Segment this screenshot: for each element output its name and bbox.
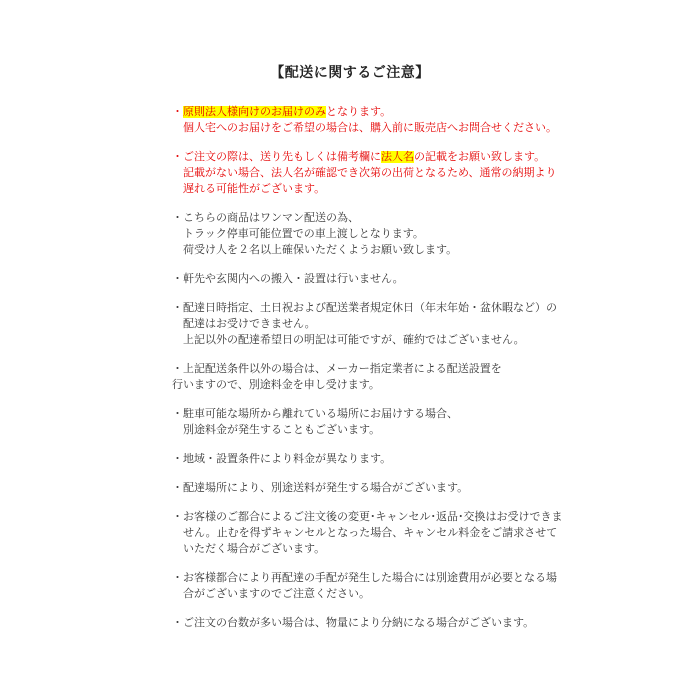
note-line-cont <box>172 316 572 332</box>
note-item <box>172 300 572 348</box>
bullet-marker: ・ <box>172 572 183 584</box>
note-item <box>172 509 572 557</box>
note-line-cont <box>172 120 572 136</box>
note-item <box>172 149 572 197</box>
note-item <box>172 361 572 393</box>
note-text: 記載がない場合、法人名が確認でき次第の出荷となるため、通常の納期より <box>183 167 557 179</box>
note-line-first <box>172 615 572 631</box>
bullet-marker: ・ <box>172 151 183 163</box>
note-text: の記載をお願い致します。 <box>414 151 546 163</box>
note-line-cont <box>172 586 572 602</box>
note-text: 配達日時指定、土日祝および配送業者規定休日（年末年始・盆休暇など）の <box>183 302 557 314</box>
bullet-marker: ・ <box>172 273 183 285</box>
note-text: 配達場所により、別途送料が発生する場合がございます。 <box>183 482 469 494</box>
note-text: 地域・設置条件により料金が異なります。 <box>183 453 392 465</box>
note-line-cont <box>172 332 572 348</box>
note-line-first <box>172 210 572 226</box>
note-line-first <box>172 480 572 496</box>
note-text: となります。 <box>326 106 392 118</box>
note-text: ご注文の際は、送り先もしくは備考欄に <box>183 151 381 163</box>
note-item <box>172 406 572 438</box>
note-text: 遅れる可能性がございます。 <box>183 183 326 195</box>
note-text: 合がございますのでご注意ください。 <box>183 588 370 600</box>
bullet-marker: ・ <box>172 106 183 118</box>
note-text: 行いますので、別途料金を申し受けます。 <box>172 379 380 391</box>
note-text: トラック停車可能位置での車上渡しとなります。 <box>183 228 424 240</box>
note-line-cont <box>172 525 572 541</box>
bullet-marker: ・ <box>172 302 183 314</box>
bullet-marker: ・ <box>172 453 183 465</box>
page-title: 【配送に関するご注意】 <box>270 64 430 80</box>
note-line-cont <box>172 226 572 242</box>
note-text: 上記以外の配達希望日の明記は可能ですが、確約ではございません。 <box>183 334 525 346</box>
note-line-first <box>172 104 572 120</box>
note-text: 上記配送条件以外の場合は、メーカー指定業者による配送設置を <box>183 363 502 375</box>
note-line-first <box>172 570 572 586</box>
note-text: 駐車可能な場所から離れている場所にお届けする場合、 <box>183 408 458 420</box>
note-item <box>172 570 572 602</box>
note-item <box>172 451 572 467</box>
note-text: 別途料金が発生することもございます。 <box>183 424 381 436</box>
note-item <box>172 210 572 258</box>
bullet-marker: ・ <box>172 617 183 629</box>
bullet-marker: ・ <box>172 363 183 375</box>
bullet-marker: ・ <box>172 482 183 494</box>
note-line-cont <box>172 422 572 438</box>
highlighted-text: 原則法人様向けのお届けのみ <box>183 106 326 118</box>
bullet-marker: ・ <box>172 212 183 224</box>
note-line-first <box>172 361 572 377</box>
note-text: お客様都合により再配達の手配が発生した場合には別途費用が必要となる場 <box>183 572 557 584</box>
note-line-first <box>172 451 572 467</box>
note-item <box>172 271 572 287</box>
note-text: ご注文の台数が多い場合は、物量により分納になる場合がございます。 <box>183 617 535 629</box>
notes-list <box>172 104 572 631</box>
note-line-cont <box>172 541 572 557</box>
note-text: せん。止むを得ずキャンセルとなった場合、キャンセル料金をご請求させて <box>183 527 558 539</box>
note-text: お客様のご都合によるご注文後の変更･キャンセル･返品･交換はお受けできま <box>183 511 563 523</box>
highlighted-text: 法人名 <box>381 151 414 163</box>
bullet-marker: ・ <box>172 408 183 420</box>
note-text: こちらの商品はワンマン配送の為、 <box>183 212 359 224</box>
note-line-first <box>172 149 572 165</box>
note-line-first <box>172 271 572 287</box>
note-text: いただく場合がございます。 <box>183 543 326 555</box>
note-text: 荷受け人を２名以上確保いただくようお願い致します。 <box>183 244 458 256</box>
note-text: 個人宅へのお届けをご希望の場合は、購入前に販売店へお問合せください。 <box>183 122 557 134</box>
note-item <box>172 615 572 631</box>
note-line-first <box>172 509 572 525</box>
note-line-first <box>172 406 572 422</box>
note-text: 軒先や玄関内への搬入・設置は行いません。 <box>183 273 404 285</box>
note-item <box>172 480 572 496</box>
note-line-cont <box>172 242 572 258</box>
note-line-cont <box>172 165 572 181</box>
note-item <box>172 104 572 136</box>
note-line-first <box>172 300 572 316</box>
note-line-cont <box>172 377 572 393</box>
bullet-marker: ・ <box>172 511 183 523</box>
note-text: 配達はお受けできません。 <box>183 318 316 330</box>
note-line-cont <box>172 181 572 197</box>
